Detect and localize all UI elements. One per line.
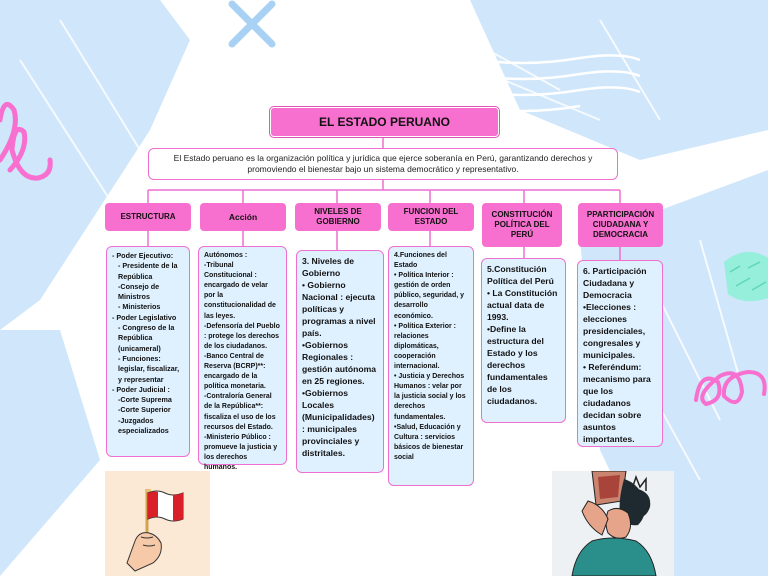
detail-line: • Justicia y Derechos Humanos : velar por la justicia social y los derechos fundamentales. xyxy=(394,373,466,421)
detail-line: • Política Exterior : relaciones diplomáticas, cooperación internacional. xyxy=(394,322,456,371)
state-description: El Estado peruano es la organización política y jurídica que ejerce soberanía en Perú, garantizando derechos y promoviendo el bienestar bajo un sistema democrático y representativo. xyxy=(148,148,618,180)
detail-line: - Presidente de la República xyxy=(118,261,178,281)
detail-line: 5.Constitución Política del Perú xyxy=(487,264,554,286)
detail-line: Autónomos : xyxy=(204,252,248,259)
detail-niveles-de-gobierno xyxy=(296,250,384,473)
detail-line: •Define la estructura del Estado y los derechos fundamentales de los ciudadanos. xyxy=(487,324,548,406)
flag-icon xyxy=(105,471,210,576)
detail-line: -Juzgados especializados xyxy=(118,415,169,436)
category-funcion-del-estado: FUNCION DEL ESTADO xyxy=(388,203,474,231)
detail-constitucion xyxy=(481,258,566,423)
detail-line: -Corte Suprema xyxy=(118,395,172,405)
detail-line: -Contraloría General de la República**: fiscaliza el uso de los recursos del Estado. xyxy=(204,393,276,431)
detail-line: •Elecciones : elecciones presidenciales, congresales y municipales. xyxy=(583,302,646,360)
detail-funcion-del-estado xyxy=(388,246,474,486)
detail-line: 4.Funciones del Estado xyxy=(394,252,447,270)
detail-line: •Gobiernos Locales (Municipalidades) : municipales provinciales y distritales. xyxy=(302,388,375,458)
detail-estructura xyxy=(106,246,190,457)
detail-line: -Defensoría del Pueblo : protege los derechos de los ciudadanos. xyxy=(204,322,280,350)
detail-line: encargado de velar por la constitucionalidad de las leyes. xyxy=(204,282,276,320)
citizen-illustration xyxy=(552,471,674,576)
detail-line: - Poder Ejecutivo: xyxy=(112,251,174,260)
category-accion: Acción xyxy=(200,203,286,231)
category-constitucion: CONSTITUCIÓN POLÍTICA DEL PERÚ xyxy=(482,203,562,247)
detail-line: -Ministerio Público : promueve la justicia y los derechos humanos. xyxy=(204,433,278,471)
woman-with-flag-icon xyxy=(552,471,674,576)
detail-accion xyxy=(198,246,287,471)
detail-line: - Poder Judicial : xyxy=(112,384,170,394)
category-estructura: ESTRUCTURA xyxy=(105,203,191,231)
detail-line: -Corte Superior xyxy=(118,405,171,415)
detail-line: - Poder Legislativo xyxy=(112,312,177,322)
diagram-title: EL ESTADO PERUANO xyxy=(270,107,499,137)
category-niveles-de-gobierno: NIVELES DE GOBIERNO xyxy=(295,203,381,231)
detail-line: -Banco Central de Reserva (BCRP)**: encargado de la política monetaria. xyxy=(204,352,266,391)
peru-flag-illustration xyxy=(105,471,210,576)
category-participacion: PPARTICIPACIÓN CIUDADANA Y DEMOCRACIA xyxy=(578,203,663,247)
detail-line: - Funciones: legislar, fiscalizar, y representar xyxy=(118,353,180,384)
detail-line: •Salud, Educación y Cultura : servicios básicos de bienestar social xyxy=(394,423,464,461)
detail-line: • Gobierno Nacional : ejecuta políticas y programas a nivel país. xyxy=(302,280,376,338)
detail-line: -Tribunal Constitucional : xyxy=(204,262,257,280)
detail-participacion xyxy=(577,260,663,447)
detail-line: •Gobiernos Regionales : gestión autónoma en 25 regiones. xyxy=(302,340,377,386)
detail-line: 3. Niveles de Gobierno xyxy=(302,256,355,278)
detail-line: • Referéndum: mecanismo para que los ciudadanos decidan sobre asuntos importantes. xyxy=(583,362,651,444)
detail-line: • La Constitución actual data de 1993. xyxy=(487,288,558,322)
detail-line: -Consejo de Ministros xyxy=(118,281,160,302)
detail-line: - Ministerios xyxy=(118,302,161,312)
detail-line: - Congreso de la República (unicameral) xyxy=(118,323,175,353)
detail-line: 6. Participación Ciudadana y Democracia xyxy=(583,266,647,300)
detail-line: • Política Interior : gestión de orden público, seguridad, y desarrollo económico. xyxy=(394,272,465,320)
